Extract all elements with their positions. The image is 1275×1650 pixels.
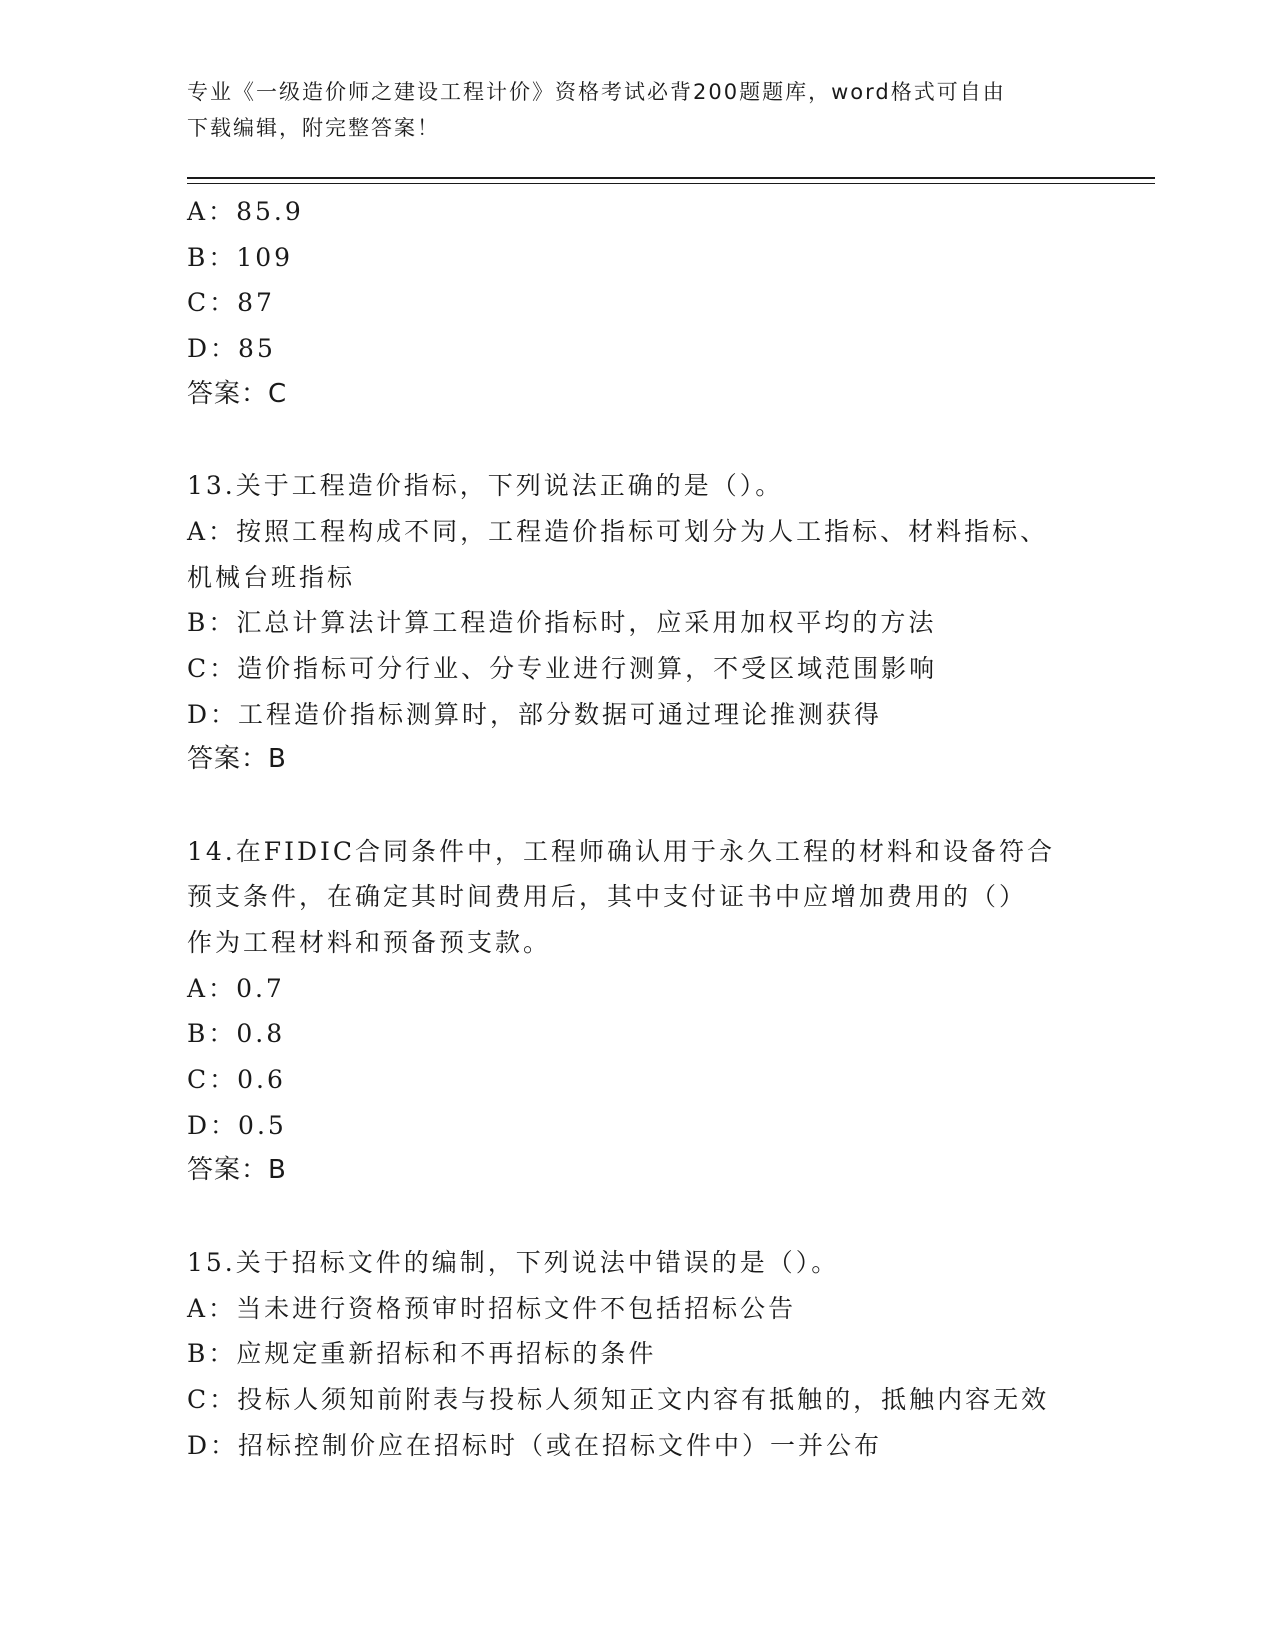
option-a: [187, 966, 1087, 1012]
question-text-line-3: 作为工程材料和预备预支款。: [187, 928, 552, 957]
option-text: 按照工程构成不同，工程造价指标可划分为人工指标、材料指标、: [236, 516, 1049, 546]
option-letter: A：: [187, 197, 237, 226]
question-13: [187, 463, 1087, 783]
question-text-line-2: 预支条件，在确定其时间费用后，其中支付证书中应增加费用的（）: [187, 882, 1028, 912]
option-letter: B：: [187, 242, 237, 272]
option-letter: B：: [187, 1019, 237, 1049]
option-d: [187, 1423, 1087, 1469]
option-text: 85.9: [236, 197, 304, 226]
option-letter: D：: [187, 1110, 239, 1140]
option-d: [187, 326, 1087, 372]
option-c: [187, 280, 1087, 326]
option-letter: A：: [187, 1293, 237, 1323]
question-14: [187, 829, 1087, 1195]
option-letter: D：: [187, 699, 239, 729]
option-letter: D：: [187, 334, 239, 364]
option-text: 0.5: [238, 1110, 287, 1140]
answer-line: 答案：B: [187, 1155, 287, 1186]
option-text: 0.8: [236, 1019, 286, 1049]
question-text: 13.关于工程造价指标，下列说法正确的是（）。: [187, 471, 784, 501]
option-d: [187, 1103, 1087, 1149]
option-a: [187, 189, 1087, 235]
spacer: [187, 417, 1087, 463]
option-text: 85: [238, 334, 276, 364]
option-text: 0.7: [236, 973, 285, 1003]
option-text: 0.6: [237, 1065, 286, 1095]
header-divider-thick: [187, 177, 1155, 179]
spacer: [187, 783, 1087, 829]
question-12: [187, 189, 1087, 417]
option-text: 招标控制价应在招标时（或在招标文件中）一并公布: [238, 1430, 883, 1460]
page-header: [187, 74, 1087, 146]
question-text-line-1: 14.在FIDIC合同条件中，工程师确认用于永久工程的材料和设备符合: [187, 836, 1056, 866]
header-divider-thin: [187, 183, 1155, 184]
option-b: [187, 1011, 1087, 1057]
question-text: 15.关于招标文件的编制，下列说法中错误的是（）。: [187, 1247, 840, 1277]
header-line-1: 专业《一级造价师之建设工程计价》资格考试必背200题题库，word格式可自由: [187, 80, 1006, 104]
option-text: 工程造价指标测算时，部分数据可通过理论推测获得: [238, 699, 883, 729]
option-text: 汇总计算法计算工程造价指标时，应采用加权平均的方法: [236, 608, 937, 638]
answer-line: 答案：B: [187, 744, 287, 775]
option-letter: A：: [187, 516, 237, 546]
option-d: [187, 692, 1087, 738]
option-text: 109: [236, 242, 294, 272]
question-list: [187, 189, 1087, 1468]
option-c: [187, 1377, 1087, 1423]
option-letter: A：: [187, 973, 237, 1003]
option-text: 当未进行资格预审时招标文件不包括招标公告: [236, 1293, 797, 1323]
option-c: [187, 646, 1087, 692]
option-b: [187, 235, 1087, 281]
option-text: 应规定重新招标和不再招标的条件: [236, 1339, 657, 1369]
option-text: 造价指标可分行业、分专业进行测算，不受区域范围影响: [237, 653, 938, 683]
option-letter: C：: [187, 1065, 238, 1095]
option-letter: C：: [187, 653, 238, 683]
question-15: [187, 1240, 1087, 1468]
answer-line: 答案：C: [187, 378, 288, 409]
option-text: 投标人须知前附表与投标人须知正文内容有抵触的，抵触内容无效: [237, 1384, 1050, 1414]
option-letter: B：: [187, 1339, 237, 1369]
option-a: [187, 1286, 1087, 1332]
option-b: [187, 1331, 1087, 1377]
option-a-continuation: 机械台班指标: [187, 562, 356, 592]
option-text: 87: [237, 288, 275, 318]
spacer: [187, 1194, 1087, 1240]
option-c: [187, 1057, 1087, 1103]
option-a: [187, 509, 1087, 555]
option-letter: C：: [187, 288, 238, 318]
option-letter: C：: [187, 1384, 238, 1414]
option-letter: B：: [187, 608, 237, 638]
header-line-2: 下载编辑，附完整答案！: [187, 116, 440, 140]
option-letter: D：: [187, 1430, 239, 1460]
option-b: [187, 600, 1087, 646]
